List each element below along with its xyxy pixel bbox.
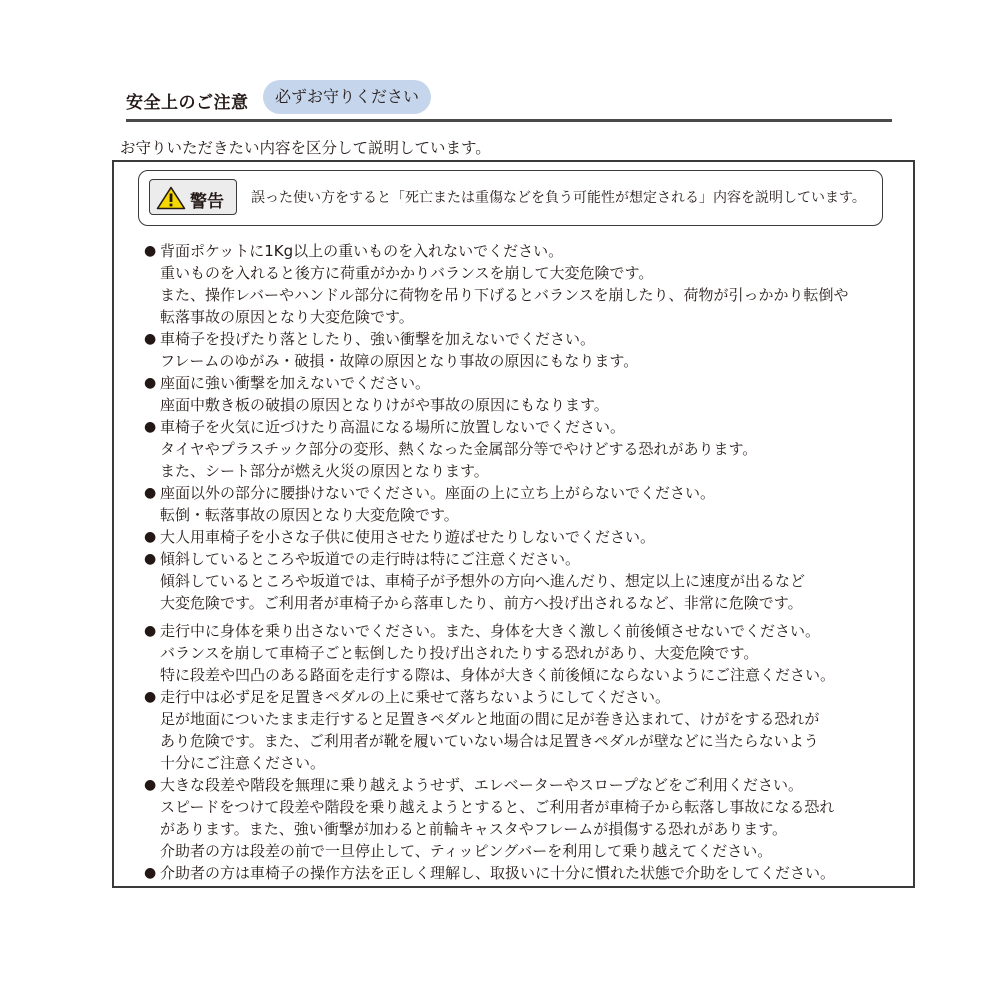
precaution-item xyxy=(144,548,904,614)
bullet-icon: ● xyxy=(144,865,157,881)
section-header xyxy=(126,80,892,124)
precaution-detail: スピードをつけて段差や階段を乗り越えようとすると、ご利用者が車椅子から転落し事故になる恐れ xyxy=(160,798,835,816)
precaution-detail: 大変危険です。ご利用者が車椅子から落車したり、前方へ投げ出されるなど、非常に危険です。 xyxy=(160,594,803,612)
precaution-list xyxy=(144,240,904,884)
precaution-heading: 背面ポケットに1Kg以上の重いものを入れないでください。 xyxy=(160,242,564,260)
precaution-item xyxy=(144,526,904,548)
precaution-item xyxy=(144,372,904,416)
precaution-detail: あり危険です。また、ご利用者が靴を履いていない場合は足置きペダルが壁などに当たらないよう xyxy=(160,732,819,750)
header-divider xyxy=(126,119,892,122)
precaution-item xyxy=(144,862,904,884)
warning-description: 誤った使い方をすると「死亡または重傷などを負う可能性が想定される」内容を説明しています。 xyxy=(251,190,866,206)
intro-text: お守りいただきたい内容を区分して説明しています。 xyxy=(120,139,491,157)
bullet-icon: ● xyxy=(144,623,157,639)
precaution-heading: 座面に強い衝撃を加えないでください。 xyxy=(160,374,431,392)
precaution-item xyxy=(144,416,904,482)
bullet-icon: ● xyxy=(144,485,157,501)
precaution-item xyxy=(144,482,904,526)
precaution-detail: 重いものを入れると後方に荷重がかかりバランスを崩して大変危険です。 xyxy=(160,264,654,282)
precaution-heading: 座面以外の部分に腰掛けないでください。座面の上に立ち上がらないでください。 xyxy=(160,484,716,502)
precaution-heading: 走行中に身体を乗り出さないでください。また、身体を大きく激しく前後傾させないでください。 xyxy=(160,622,821,640)
bullet-icon: ● xyxy=(144,243,157,259)
precaution-detail: 傾斜しているところや坂道では、車椅子が予想外の方向へ進んだり、想定以上に速度が出るなど xyxy=(160,572,806,590)
precaution-detail: また、操作レバーやハンドル部分に荷物を吊り下げるとバランスを崩したり、荷物が引っかかり転倒や xyxy=(160,286,849,304)
bullet-icon: ● xyxy=(144,419,157,435)
precaution-heading: 大きな段差や階段を無理に乗り越えようせず、エレベーターやスロープなどをご利用ください。 xyxy=(160,776,804,794)
precaution-detail: 足が地面についたまま走行すると足置きペダルと地面の間に足が巻き込まれて、けがをする恐れが xyxy=(160,710,820,728)
precaution-heading: 走行中は必ず足を足置きペダルの上に乗せて落ちないようにしてください。 xyxy=(160,688,671,706)
precaution-heading: 大人用車椅子を小さな子供に使用させたり遊ばせたりしないでください。 xyxy=(160,528,656,546)
bullet-icon: ● xyxy=(144,689,157,705)
precaution-item xyxy=(144,620,904,686)
bullet-icon: ● xyxy=(144,529,157,545)
safety-notice-box xyxy=(112,160,915,888)
warning-badge xyxy=(149,179,237,215)
must-follow-badge: 必ずお守りください xyxy=(263,80,431,114)
bullet-icon: ● xyxy=(144,331,157,347)
precaution-detail: 特に段差や凹凸のある路面を走行する際は、身体が大きく前後傾にならないようにご注意ください。 xyxy=(160,666,836,684)
precaution-detail: バランスを崩して車椅子ごと転倒したり投げ出されたりする恐れがあり、大変危険です。 xyxy=(160,644,759,662)
warning-triangle-icon xyxy=(156,186,186,210)
precaution-heading: 車椅子を火気に近づけたり高温になる場所に放置しないでください。 xyxy=(160,418,626,436)
precaution-detail: 十分にご注意ください。 xyxy=(160,754,326,772)
precaution-detail: 転落事故の原因となり大変危険です。 xyxy=(160,308,414,326)
precaution-heading: 傾斜しているところや坂道での走行時は特にご注意ください。 xyxy=(160,550,581,568)
precaution-item xyxy=(144,240,904,328)
warning-label: 警告 xyxy=(190,192,224,212)
precaution-detail: があります。また、強い衝撃が加わると前輪キャスタやフレームが損傷する恐れがあります。 xyxy=(160,820,788,838)
precaution-detail: 座面中敷き板の破損の原因となりけがや事故の原因にもなります。 xyxy=(160,396,609,414)
section-title: 安全上のご注意 xyxy=(126,93,249,113)
precaution-item xyxy=(144,686,904,774)
precaution-item xyxy=(144,774,904,862)
precaution-detail: タイヤやプラスチック部分の変形、熱くなった金属部分等でやけどする恐れがあります。 xyxy=(160,440,758,458)
precaution-detail: 転倒・転落事故の原因となり大変危険です。 xyxy=(160,506,459,524)
bullet-icon: ● xyxy=(144,375,157,391)
precaution-heading: 車椅子を投げたり落としたり、強い衝撃を加えないでください。 xyxy=(160,330,596,348)
warning-legend xyxy=(138,170,883,226)
precaution-heading: 介助者の方は車椅子の操作方法を正しく理解し、取扱いに十分に慣れた状態で介助をしてください。 xyxy=(160,864,836,882)
bullet-icon: ● xyxy=(144,551,157,567)
bullet-icon: ● xyxy=(144,777,157,793)
precaution-item xyxy=(144,328,904,372)
precaution-detail: フレームのゆがみ・破損・故障の原因となり事故の原因にもなります。 xyxy=(160,352,639,370)
precaution-detail: 介助者の方は段差の前で一旦停止して、ティッピングバーを利用して乗り越えてください。 xyxy=(160,842,773,860)
precaution-detail: また、シート部分が燃え火災の原因となります。 xyxy=(160,462,489,480)
